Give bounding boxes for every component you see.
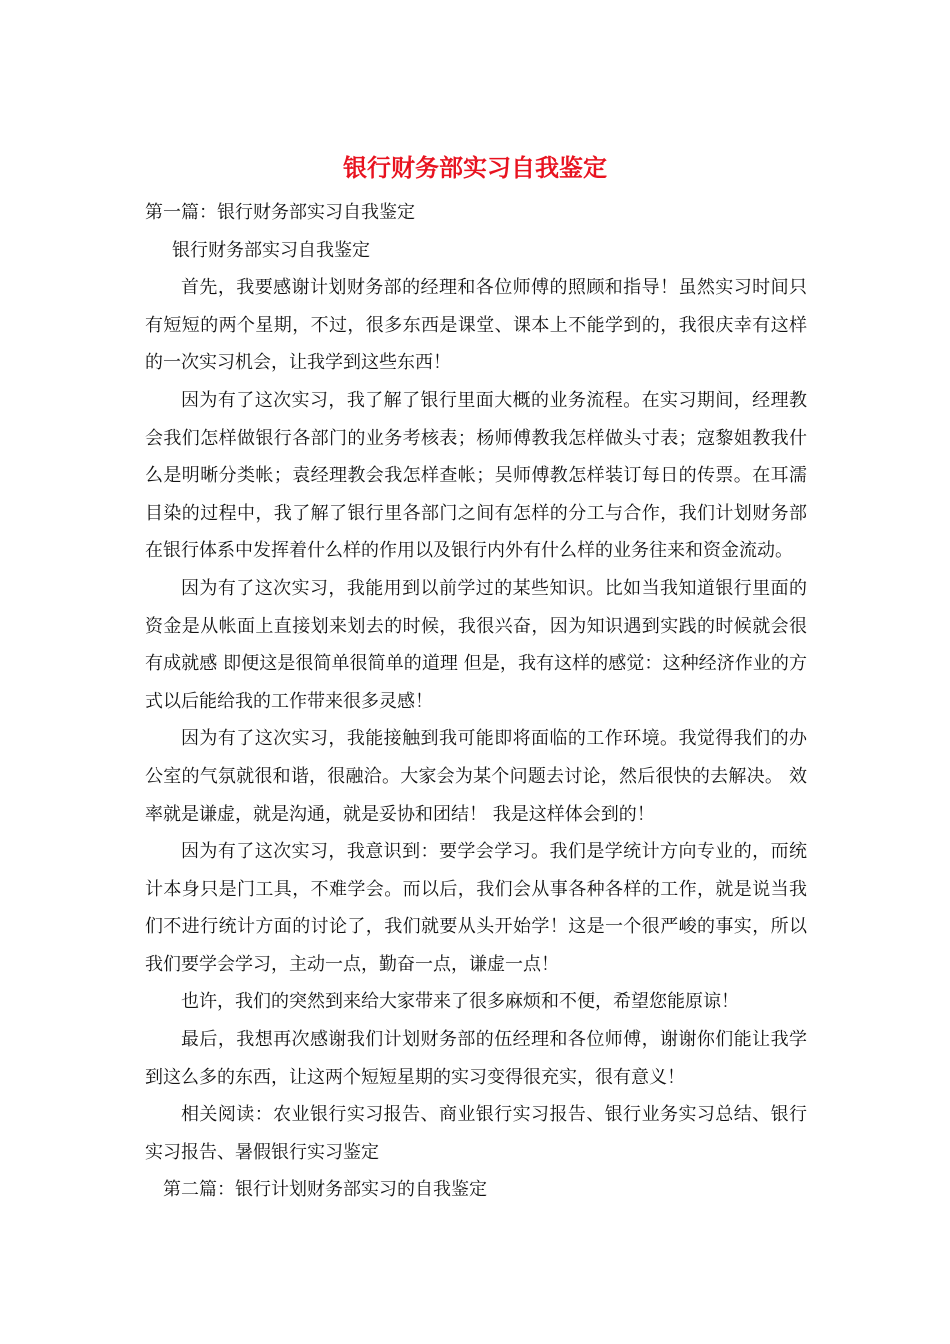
document-body <box>145 194 807 1209</box>
paragraph: 因为有了这次实习，我意识到：要学会学习。我们是学统计方向专业的，而统计本身只是门工具，不难学会。而以后，我们会从事各种各样的工作，就是说当我们不进行统计方面的讨论了，我们就要从头开始学！这是一个很严峻的事实，所以我们要学会学习，主动一点，勤奋一点，谦虚一点！ <box>145 841 807 975</box>
paragraph: 因为有了这次实习，我能接触到我可能即将面临的工作环境。我觉得我们的办公室的气氛就很和谐，很融洽。大家会为某个问题去讨论，然后很快的去解决。 效率就是谦虚，就是沟通，就是妥协和团结！ 我是这样体会到的！ <box>145 728 807 825</box>
section-heading-first: 第一篇：银行财务部实习自我鉴定 <box>145 202 415 223</box>
document-title: 银行财务部实习自我鉴定 <box>343 153 607 182</box>
paragraph: 因为有了这次实习，我了解了银行里面大概的业务流程。在实习期间，经理教会我们怎样做银行各部门的业务考核表；杨师傅教我怎样做头寸表；寇黎姐教我什么是明晰分类帐；袁经理教会我怎样查帐；吴师傅教怎样装订每日的传票。在耳濡目染的过程中，我了解了银行里各部门之间有怎样的分工与合作，我们计划财务部在银行体系中发挥着什么样的作用以及银行内外有什么样的业务往来和资金流动。 <box>145 389 807 562</box>
paragraph: 也许，我们的突然到来给大家带来了很多麻烦和不便，希望您能原谅！ <box>181 991 739 1013</box>
section-heading-second: 第二篇：银行计划财务部实习的自我鉴定 <box>163 1179 487 1201</box>
related-reading: 相关阅读：农业银行实习报告、商业银行实习报告、银行业务实习总结、银行实习报告、暑假银行实习鉴定 <box>145 1104 807 1163</box>
paragraph: 首先，我要感谢计划财务部的经理和各位师傅的照顾和指导！虽然实习时间只有短短的两个星期，不过，很多东西是课堂、课本上不能学到的，我很庆幸有这样的一次实习机会，让我学到这些东西！ <box>145 277 807 374</box>
section-subtitle: 银行财务部实习自我鉴定 <box>172 239 370 261</box>
paragraph: 因为有了这次实习，我能用到以前学过的某些知识。比如当我知道银行里面的资金是从帐面上直接划来划去的时候，我很兴奋，因为知识遇到实践的时候就会很有成就感 即便这是很简单很简单的道理 但是，我有这样的感觉：这种经济作业的方式以后能给我的工作带来很多灵感！ <box>145 577 807 712</box>
paragraph: 最后，我想再次感谢我们计划财务部的伍经理和各位师傅，谢谢你们能让我学到这么多的东西，让这两个短短星期的实习变得很充实，很有意义！ <box>145 1029 807 1088</box>
